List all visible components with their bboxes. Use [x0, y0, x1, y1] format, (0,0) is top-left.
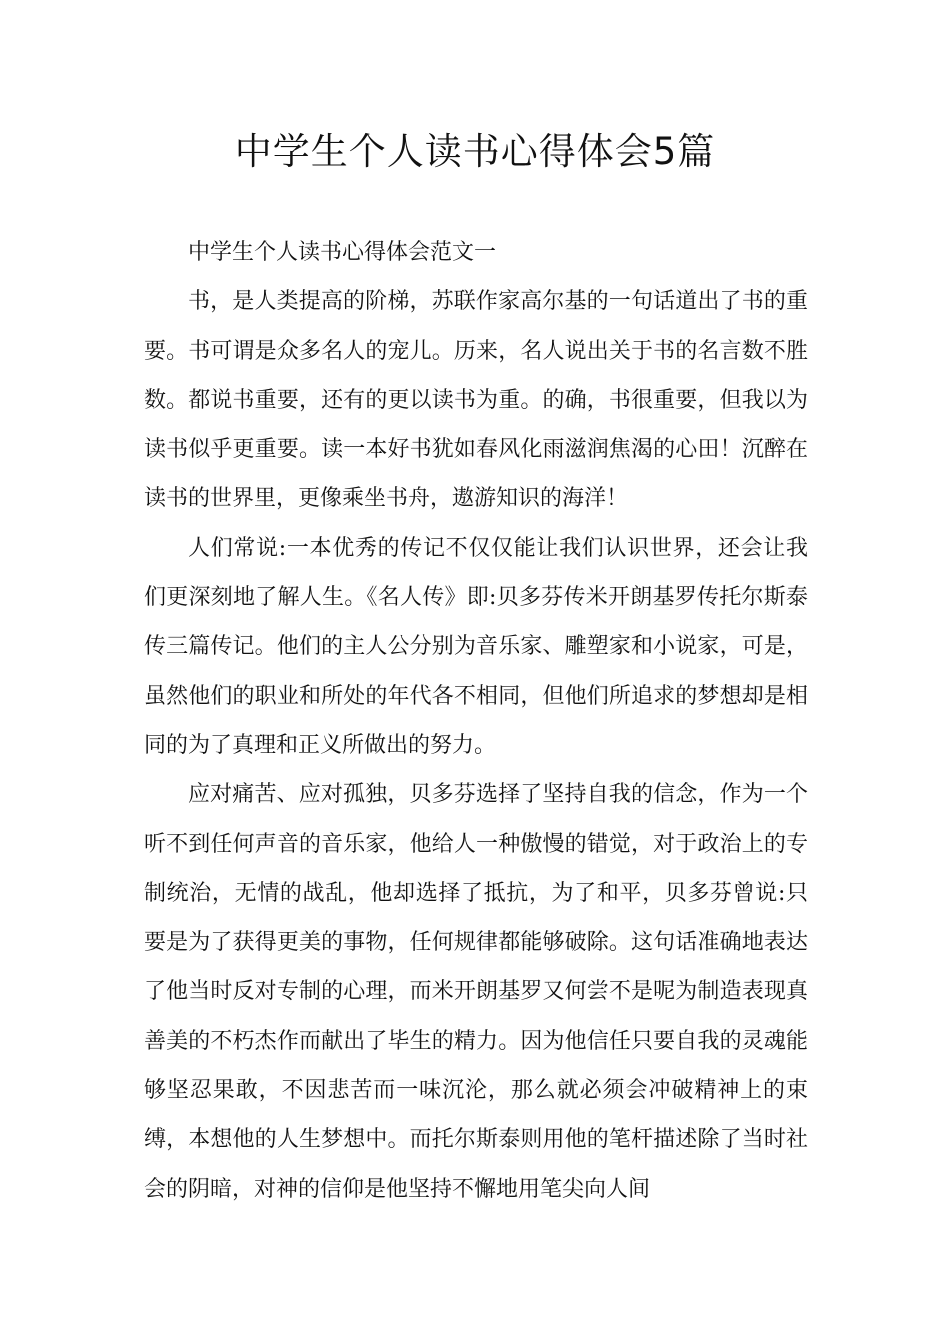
- paragraph: 应对痛苦、应对孤独，贝多芬选择了坚持自我的信念，作为一个听不到任何声音的音乐家，他给人一种傲慢的错觉，对于政治上的专制统治，无情的战乱，他却选择了抵抗，为了和平，贝多芬曾说:只要是为了获得更美的事物，任何规律都能够破除。这句话准确地表达了他当时反对专制的心理，而米开朗基罗又何尝不是呢为制造表现真善美的不朽杰作而献出了毕生的精力。因为他信任只要自我的灵魂能够坚忍果敢，不因悲苦而一味沉沦，那么就必须会冲破精神上的束缚，本想他的人生梦想中。而托尔斯泰则用他的笔杆描述除了当时社会的阴暗，对神的信仰是他坚持不懈地用笔尖向人间: [144, 782, 808, 1202]
- paragraph: 人们常说:一本优秀的传记不仅仅能让我们认识世界，还会让我们更深刻地了解人生。《名人传》即:贝多芬传米开朗基罗传托尔斯泰传三篇传记。他们的主人公分别为音乐家、雕塑家和小说家，可是，虽然他们的职业和所处的年代各不相同，但他们所追求的梦想却是相同的为了真理和正义所做出的努力。: [144, 535, 808, 758]
- document-title: 中学生个人读书心得体会5篇: [234, 130, 716, 173]
- paragraph: 书，是人类提高的阶梯，苏联作家高尔基的一句话道出了书的重要。书可谓是众多名人的宠儿。历来，名人说出关于书的名言数不胜数。都说书重要，还有的更以读书为重。的确，书很重要，但我以为读书似乎更重要。读一本好书犹如春风化雨滋润焦渴的心田！沉醉在读书的世界里，更像乘坐书舟，遨游知识的海洋！: [144, 289, 808, 512]
- document-body: [144, 228, 808, 1214]
- paragraph-subheading: 中学生个人读书心得体会范文一: [188, 240, 497, 265]
